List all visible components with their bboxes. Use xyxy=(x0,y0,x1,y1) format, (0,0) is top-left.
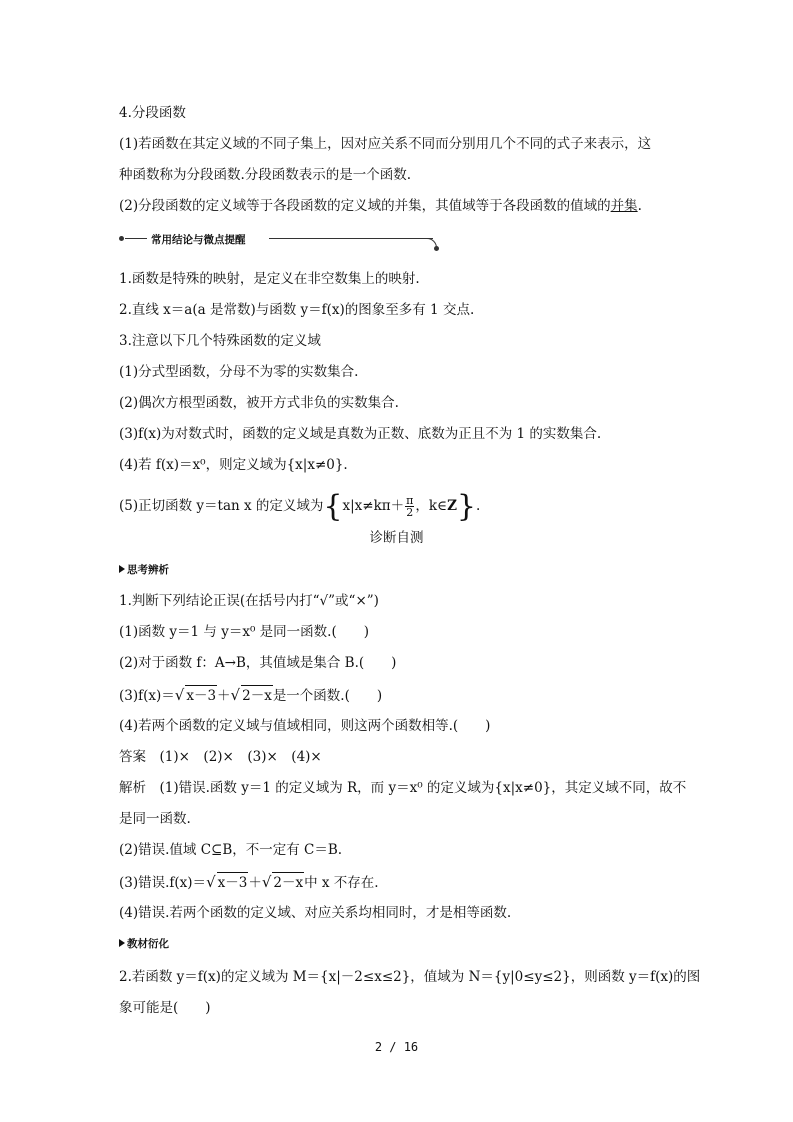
sqrt-sign: √ xyxy=(174,686,185,704)
sqrt-radicand: x－3 xyxy=(217,872,249,893)
explanation-line: (4)错误.若两个函数的定义域、对应关系均相同时，才是相等函数. xyxy=(119,905,512,921)
tip-line: 2.直线 x＝a(a 是常数)与函数 y＝f(x)的图象至多有 1 交点. xyxy=(119,302,475,318)
question-line: 2.若函数 y＝f(x)的定义域为 M＝{x|－2≤x≤2}，值域为 N＝{y|0≤y≤2}，则函数 y＝f(x)的图 xyxy=(119,969,701,985)
sqrt-sign: √ xyxy=(261,873,272,891)
sqrt-radicand: x－3 xyxy=(185,685,217,706)
text-segment: (3)错误.f(x)＝ xyxy=(119,875,207,891)
question-line: 1.判断下列结论正误(在括号内打“√”或“×”) xyxy=(119,593,379,609)
text-segment: (5)正切函数 y＝tan x 的定义域为 xyxy=(119,498,324,514)
bullet-dot-icon xyxy=(119,236,124,241)
text-segment: 是一个函数.( ) xyxy=(272,688,383,704)
sqrt-sign: √ xyxy=(206,873,216,891)
explanation-line: (2)错误.值域 C⊆B，不一定有 C＝B. xyxy=(119,842,343,858)
tips-heading-rule xyxy=(119,233,441,251)
question-line: 象可能是( ) xyxy=(119,1000,211,1016)
marker-label: 思考辨析 xyxy=(127,564,169,576)
tips-heading: 常用结论与微点提醒 xyxy=(151,234,246,246)
triangle-icon xyxy=(119,939,125,947)
tip-line: 1.函数是特殊的映射，是定义在非空数集上的映射. xyxy=(119,271,420,287)
text-segment: 中 x 不存在. xyxy=(304,875,379,891)
bullet-dot-icon xyxy=(434,246,439,251)
marker-label: 教材衍化 xyxy=(127,938,169,950)
tip-line xyxy=(119,489,675,525)
explanation-line: 是同一函数. xyxy=(119,811,191,827)
rule-line xyxy=(269,238,433,239)
section-title: 4.分段函数 xyxy=(119,105,186,121)
paragraph-line xyxy=(119,196,675,216)
question-line: (2)对于函数 f：A→B，其值域是集合 B.( ) xyxy=(119,655,397,671)
tip-line: (4)若 f(x)＝x⁰，则定义域为{x|x≠0}. xyxy=(119,457,348,473)
text-segment: . xyxy=(637,198,642,214)
question-line xyxy=(119,685,675,706)
triangle-icon xyxy=(119,565,125,573)
fraction-denominator: 2 xyxy=(406,506,414,519)
fraction xyxy=(405,495,414,518)
sqrt-radicand: 2－x xyxy=(272,872,304,893)
sqrt-sign: √ xyxy=(230,686,241,704)
paragraph-line: 种函数称为分段函数.分段函数表示的是一个函数. xyxy=(119,167,412,183)
tip-line: (3)f(x)为对数式时，函数的定义域是真数为正数、底数为正且不为 1 的实数集合. xyxy=(119,426,602,442)
rule-line xyxy=(125,238,147,239)
page-number: 2 / 16 xyxy=(374,1040,419,1054)
question-line: (1)函数 y＝1 与 y＝x⁰ 是同一函数.( ) xyxy=(119,624,369,640)
question-line: (4)若两个函数的定义域与值域相同，则这两个函数相等.( ) xyxy=(119,718,491,734)
paragraph-line: (1)若函数在其定义域的不同子集上，因对应关系不同而分别用几个不同的式子来表示，这 xyxy=(119,136,652,152)
text-segment: ＋ xyxy=(248,875,262,891)
answer-line: 答案 (1)× (2)× (3)× (4)× xyxy=(119,749,322,765)
text-segment: . xyxy=(476,498,481,514)
explanation-line: 解析 (1)错误.函数 y＝1 的定义域为 R，而 y＝x⁰ 的定义域为{x|x≠0}，其定义域不同，故不 xyxy=(119,780,687,796)
text-segment: (2)分段函数的定义域等于各段函数的定义域的并集，其值域等于各段函数的值域的 xyxy=(119,198,611,214)
explanation-line xyxy=(119,872,675,893)
text-segment: (3)f(x)＝ xyxy=(119,688,175,704)
underlined-term: 并集 xyxy=(610,198,638,214)
tip-line: (2)偶次方根型函数，被开方式非负的实数集合. xyxy=(119,395,399,411)
left-brace: { xyxy=(323,489,343,524)
set-expression: x|x≠kπ＋ xyxy=(342,498,405,514)
subsection-marker xyxy=(119,563,169,577)
text-segment: ＋ xyxy=(217,688,231,704)
set-expression: ，k∈ xyxy=(415,498,448,514)
right-brace: } xyxy=(456,489,477,524)
tip-line: (1)分式型函数，分母不为零的实数集合. xyxy=(119,364,359,380)
sqrt-radicand: 2－x xyxy=(241,685,273,706)
section-title-center: 诊断自测 xyxy=(369,530,424,546)
tip-line: 3.注意以下几个特殊函数的定义域 xyxy=(119,333,321,349)
subsection-marker xyxy=(119,937,169,951)
integer-set-symbol: Z xyxy=(447,498,457,514)
fraction-numerator: π xyxy=(406,494,414,507)
